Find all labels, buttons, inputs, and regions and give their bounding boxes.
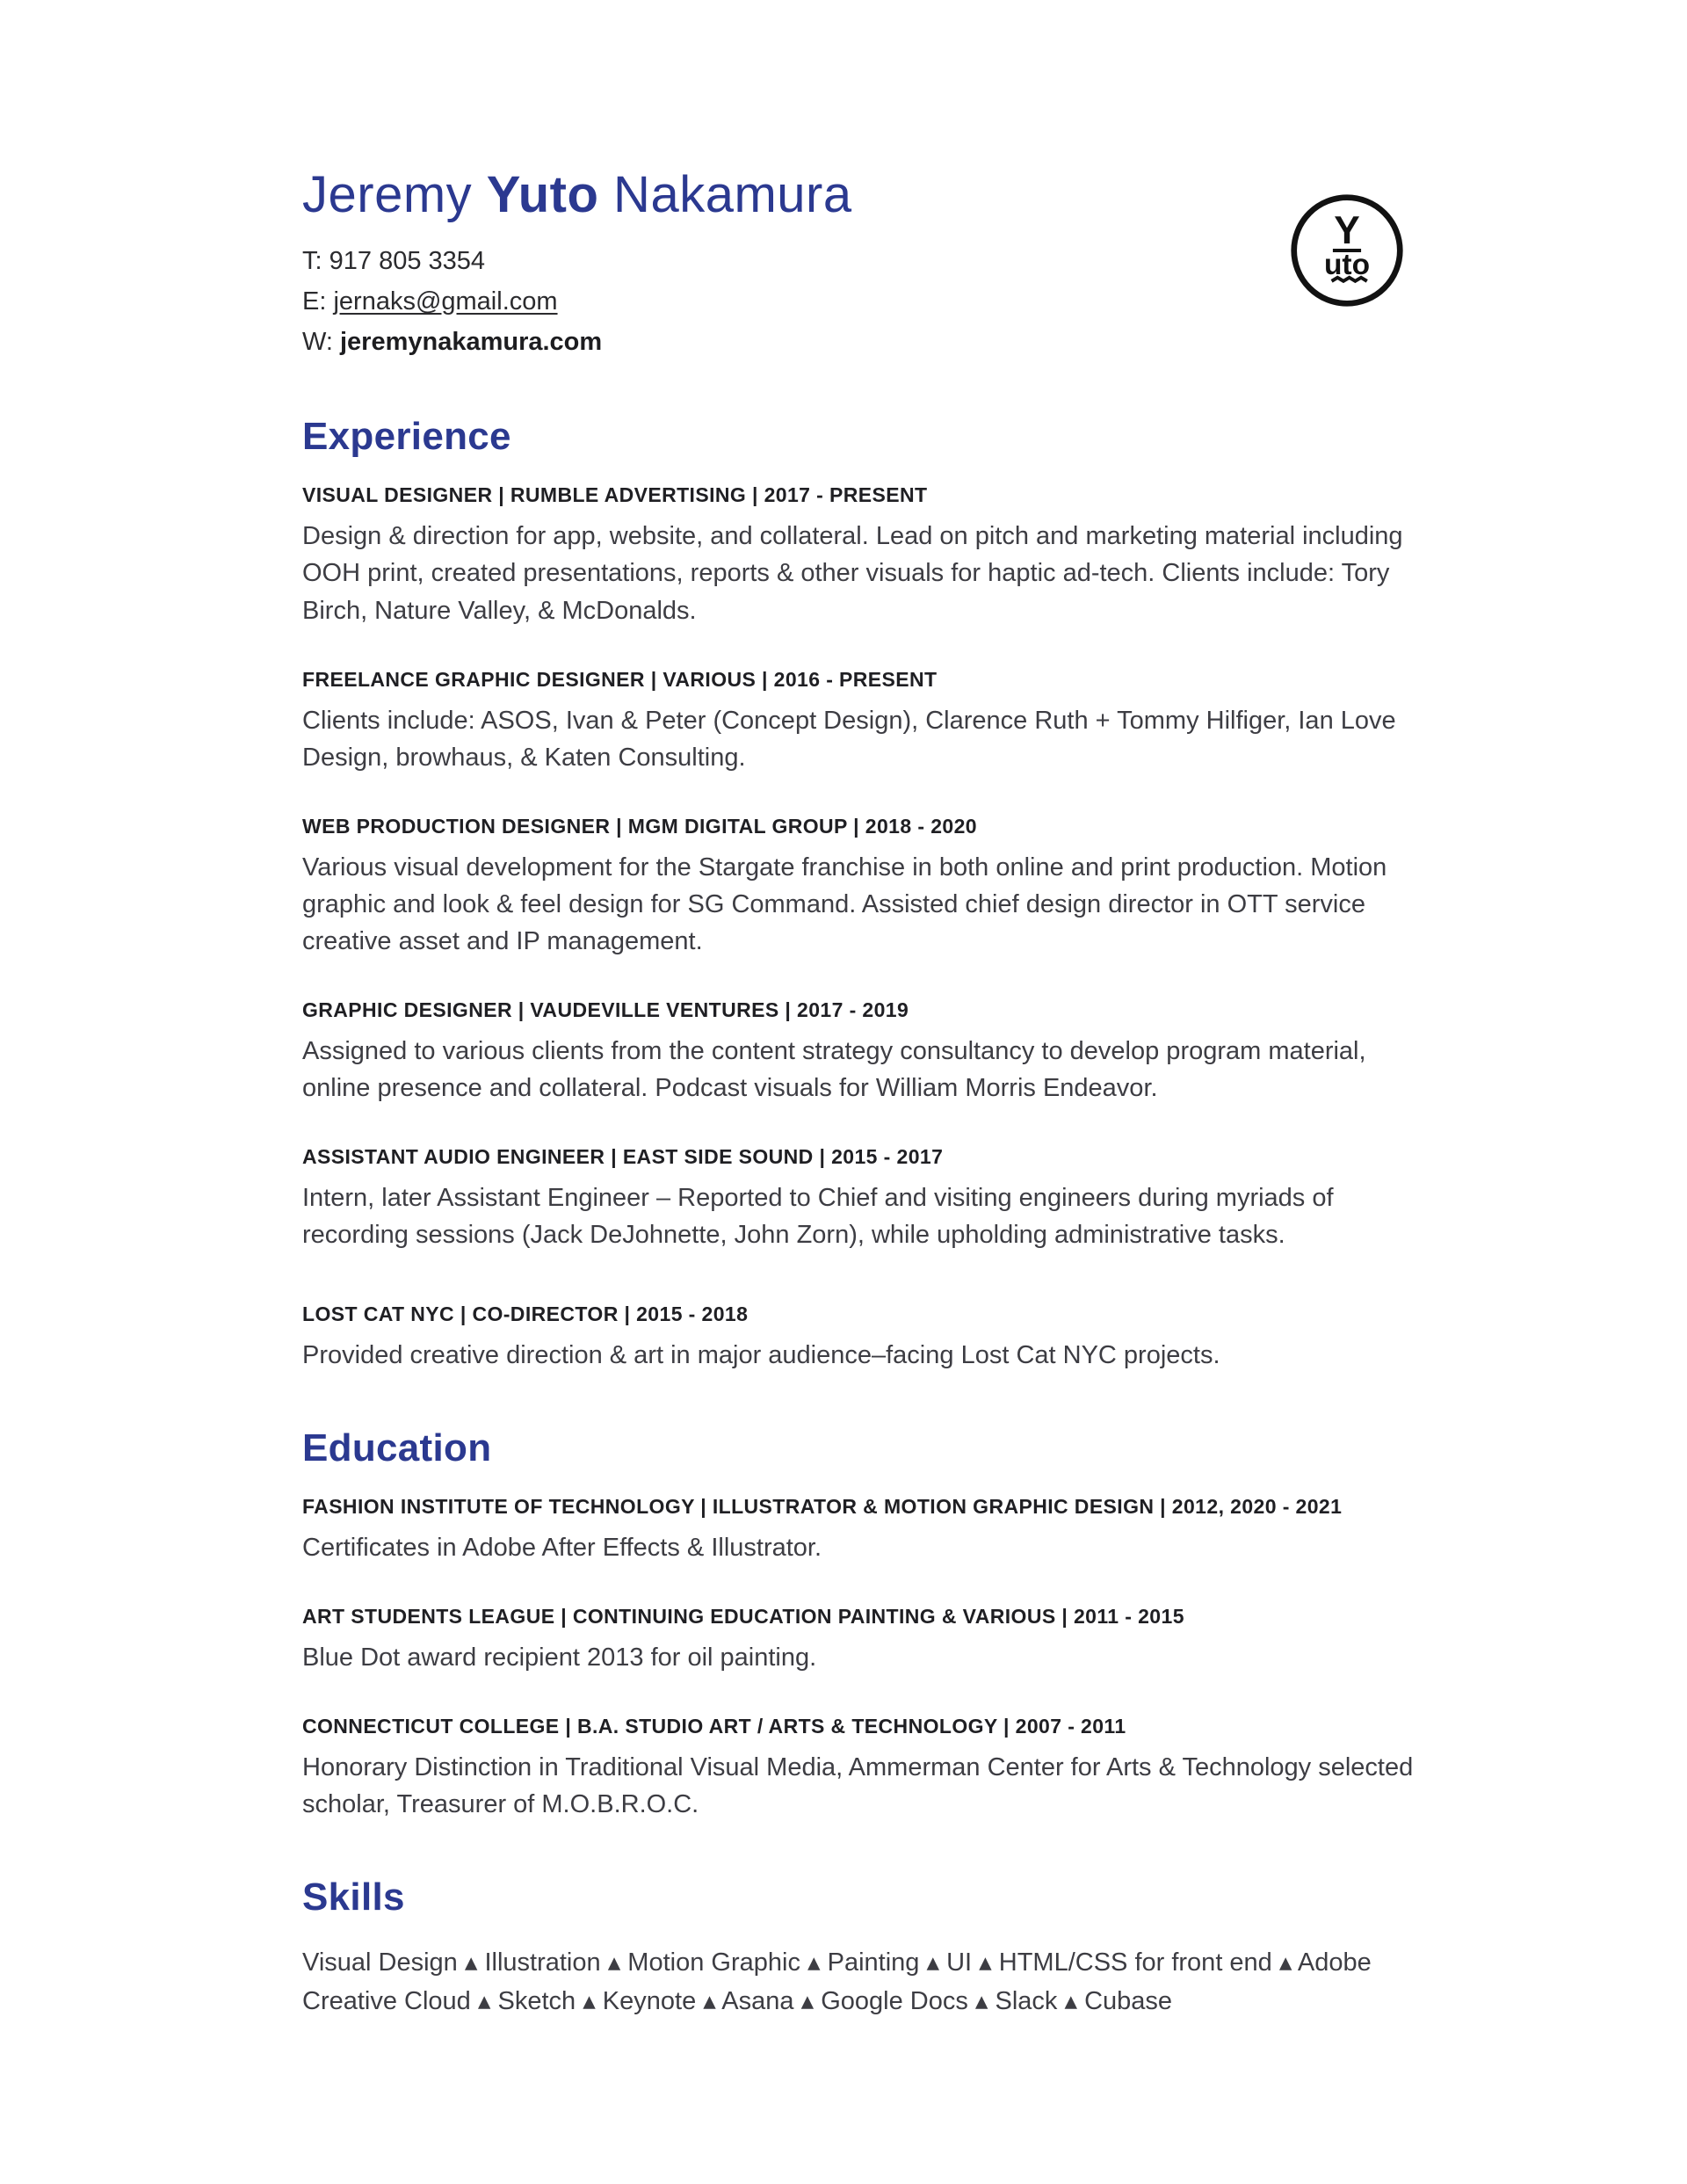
website-line xyxy=(302,323,1423,363)
contact-block xyxy=(302,242,1423,362)
experience-item-body: Assigned to various clients from the content strategy consultancy to develop program material, online presence and collateral. Podcast visuals for William Morris Endeavor. xyxy=(302,1036,1366,1102)
name-first: Jeremy xyxy=(302,166,487,223)
experience-item-body: Design & direction for app, website, and collateral. Lead on pitch and marketing material including OOH print, created presentations, reports & other visuals for haptic ad-tech. Clients include: Tory Birch, Nature Valley, & McDonalds. xyxy=(302,522,1403,625)
header xyxy=(302,165,1423,362)
education-item-body: Blue Dot award recipient 2013 for oil painting. xyxy=(302,1643,817,1672)
phone-value: 917 805 3354 xyxy=(329,247,486,275)
email-link[interactable]: jernaks@gmail.com xyxy=(333,287,558,316)
section-education xyxy=(302,1426,1423,1823)
experience-item-body: Intern, later Assistant Engineer – Reported to Chief and visiting engineers during myriads of recording sessions (Jack DeJohnette, John Zorn), while upholding administrative tasks. xyxy=(302,1183,1334,1249)
section-experience xyxy=(302,415,1423,1374)
education-item xyxy=(302,1605,1423,1676)
experience-item-heading: WEB PRODUCTION DESIGNER | MGM DIGITAL GROUP | 2018 - 2020 xyxy=(302,814,977,838)
education-item-heading: CONNECTICUT COLLEGE | B.A. STUDIO ART / ARTS & TECHNOLOGY | 2007 - 2011 xyxy=(302,1715,1126,1738)
section-skills xyxy=(302,1876,1423,2021)
experience-title: Experience xyxy=(302,415,511,459)
experience-item-body: Clients include: ASOS, Ivan & Peter (Concept Design), Clarence Ruth + Tommy Hilfiger, Ian Love Design, browhaus, & Katen Consulting. xyxy=(302,706,1396,772)
experience-item xyxy=(302,483,1423,628)
phone-label: T: xyxy=(302,247,329,275)
website-label: W: xyxy=(302,327,340,356)
education-item-body: Honorary Distinction in Traditional Visual Media, Ammerman Center for Arts & Technology selected scholar, Treasurer of M.O.B.R.O.C. xyxy=(302,1753,1414,1819)
name-last: Nakamura xyxy=(598,166,852,223)
experience-item xyxy=(302,815,1423,960)
education-item xyxy=(302,1715,1423,1823)
skills-title: Skills xyxy=(302,1876,405,1919)
experience-item xyxy=(302,668,1423,776)
page-title xyxy=(302,165,1423,224)
name-middle: Yuto xyxy=(486,166,599,223)
education-title: Education xyxy=(302,1426,492,1470)
experience-item xyxy=(302,998,1423,1107)
experience-item-body: Various visual development for the Stargate franchise in both online and print production. Motion graphic and look & feel design for SG Command. Assisted chief design director in OTT service creative asset and IP management. xyxy=(302,853,1387,955)
experience-item-body: Provided creative direction & art in major audience–facing Lost Cat NYC projects. xyxy=(302,1341,1220,1369)
experience-item xyxy=(302,1302,1423,1374)
phone-line xyxy=(302,242,1423,282)
experience-item-heading: LOST CAT NYC | CO-DIRECTOR | 2015 - 2018 xyxy=(302,1302,749,1325)
education-item-body: Certificates in Adobe After Effects & Illustrator. xyxy=(302,1534,822,1563)
skills-list: Visual Design ▴ Illustration ▴ Motion Graphic ▴ Painting ▴ UI ▴ HTML/CSS for front end ▴ Adobe Creative Cloud ▴ Sketch ▴ Keynote ▴ Asana ▴ Google Docs ▴ Slack ▴ Cubase xyxy=(302,1948,1372,2015)
education-item-heading: ART STUDENTS LEAGUE | CONTINUING EDUCATION PAINTING & VARIOUS | 2011 - 2015 xyxy=(302,1605,1184,1629)
email-label: E: xyxy=(302,287,334,316)
yuto-monogram-logo-icon xyxy=(1288,192,1406,309)
experience-item xyxy=(302,1145,1423,1253)
logo-letters-bottom: uto xyxy=(1323,248,1371,281)
experience-item-heading: ASSISTANT AUDIO ENGINEER | EAST SIDE SOUND | 2015 - 2017 xyxy=(302,1144,944,1168)
website-value: jeremynakamura.com xyxy=(339,327,603,356)
experience-item-heading: VISUAL DESIGNER | RUMBLE ADVERTISING | 2017 - PRESENT xyxy=(302,483,928,507)
experience-item-heading: FREELANCE GRAPHIC DESIGNER | VARIOUS | 2016 - PRESENT xyxy=(302,667,938,691)
logo-letter-top: Y xyxy=(1334,208,1360,252)
email-line xyxy=(302,282,1423,323)
education-item-heading: FASHION INSTITUTE OF TECHNOLOGY | ILLUSTRATOR & MOTION GRAPHIC DESIGN | 2012, 2020 - 2021 xyxy=(302,1495,1343,1519)
experience-item-heading: GRAPHIC DESIGNER | VAUDEVILLE VENTURES | 2017 - 2019 xyxy=(302,998,909,1021)
education-item xyxy=(302,1495,1423,1566)
